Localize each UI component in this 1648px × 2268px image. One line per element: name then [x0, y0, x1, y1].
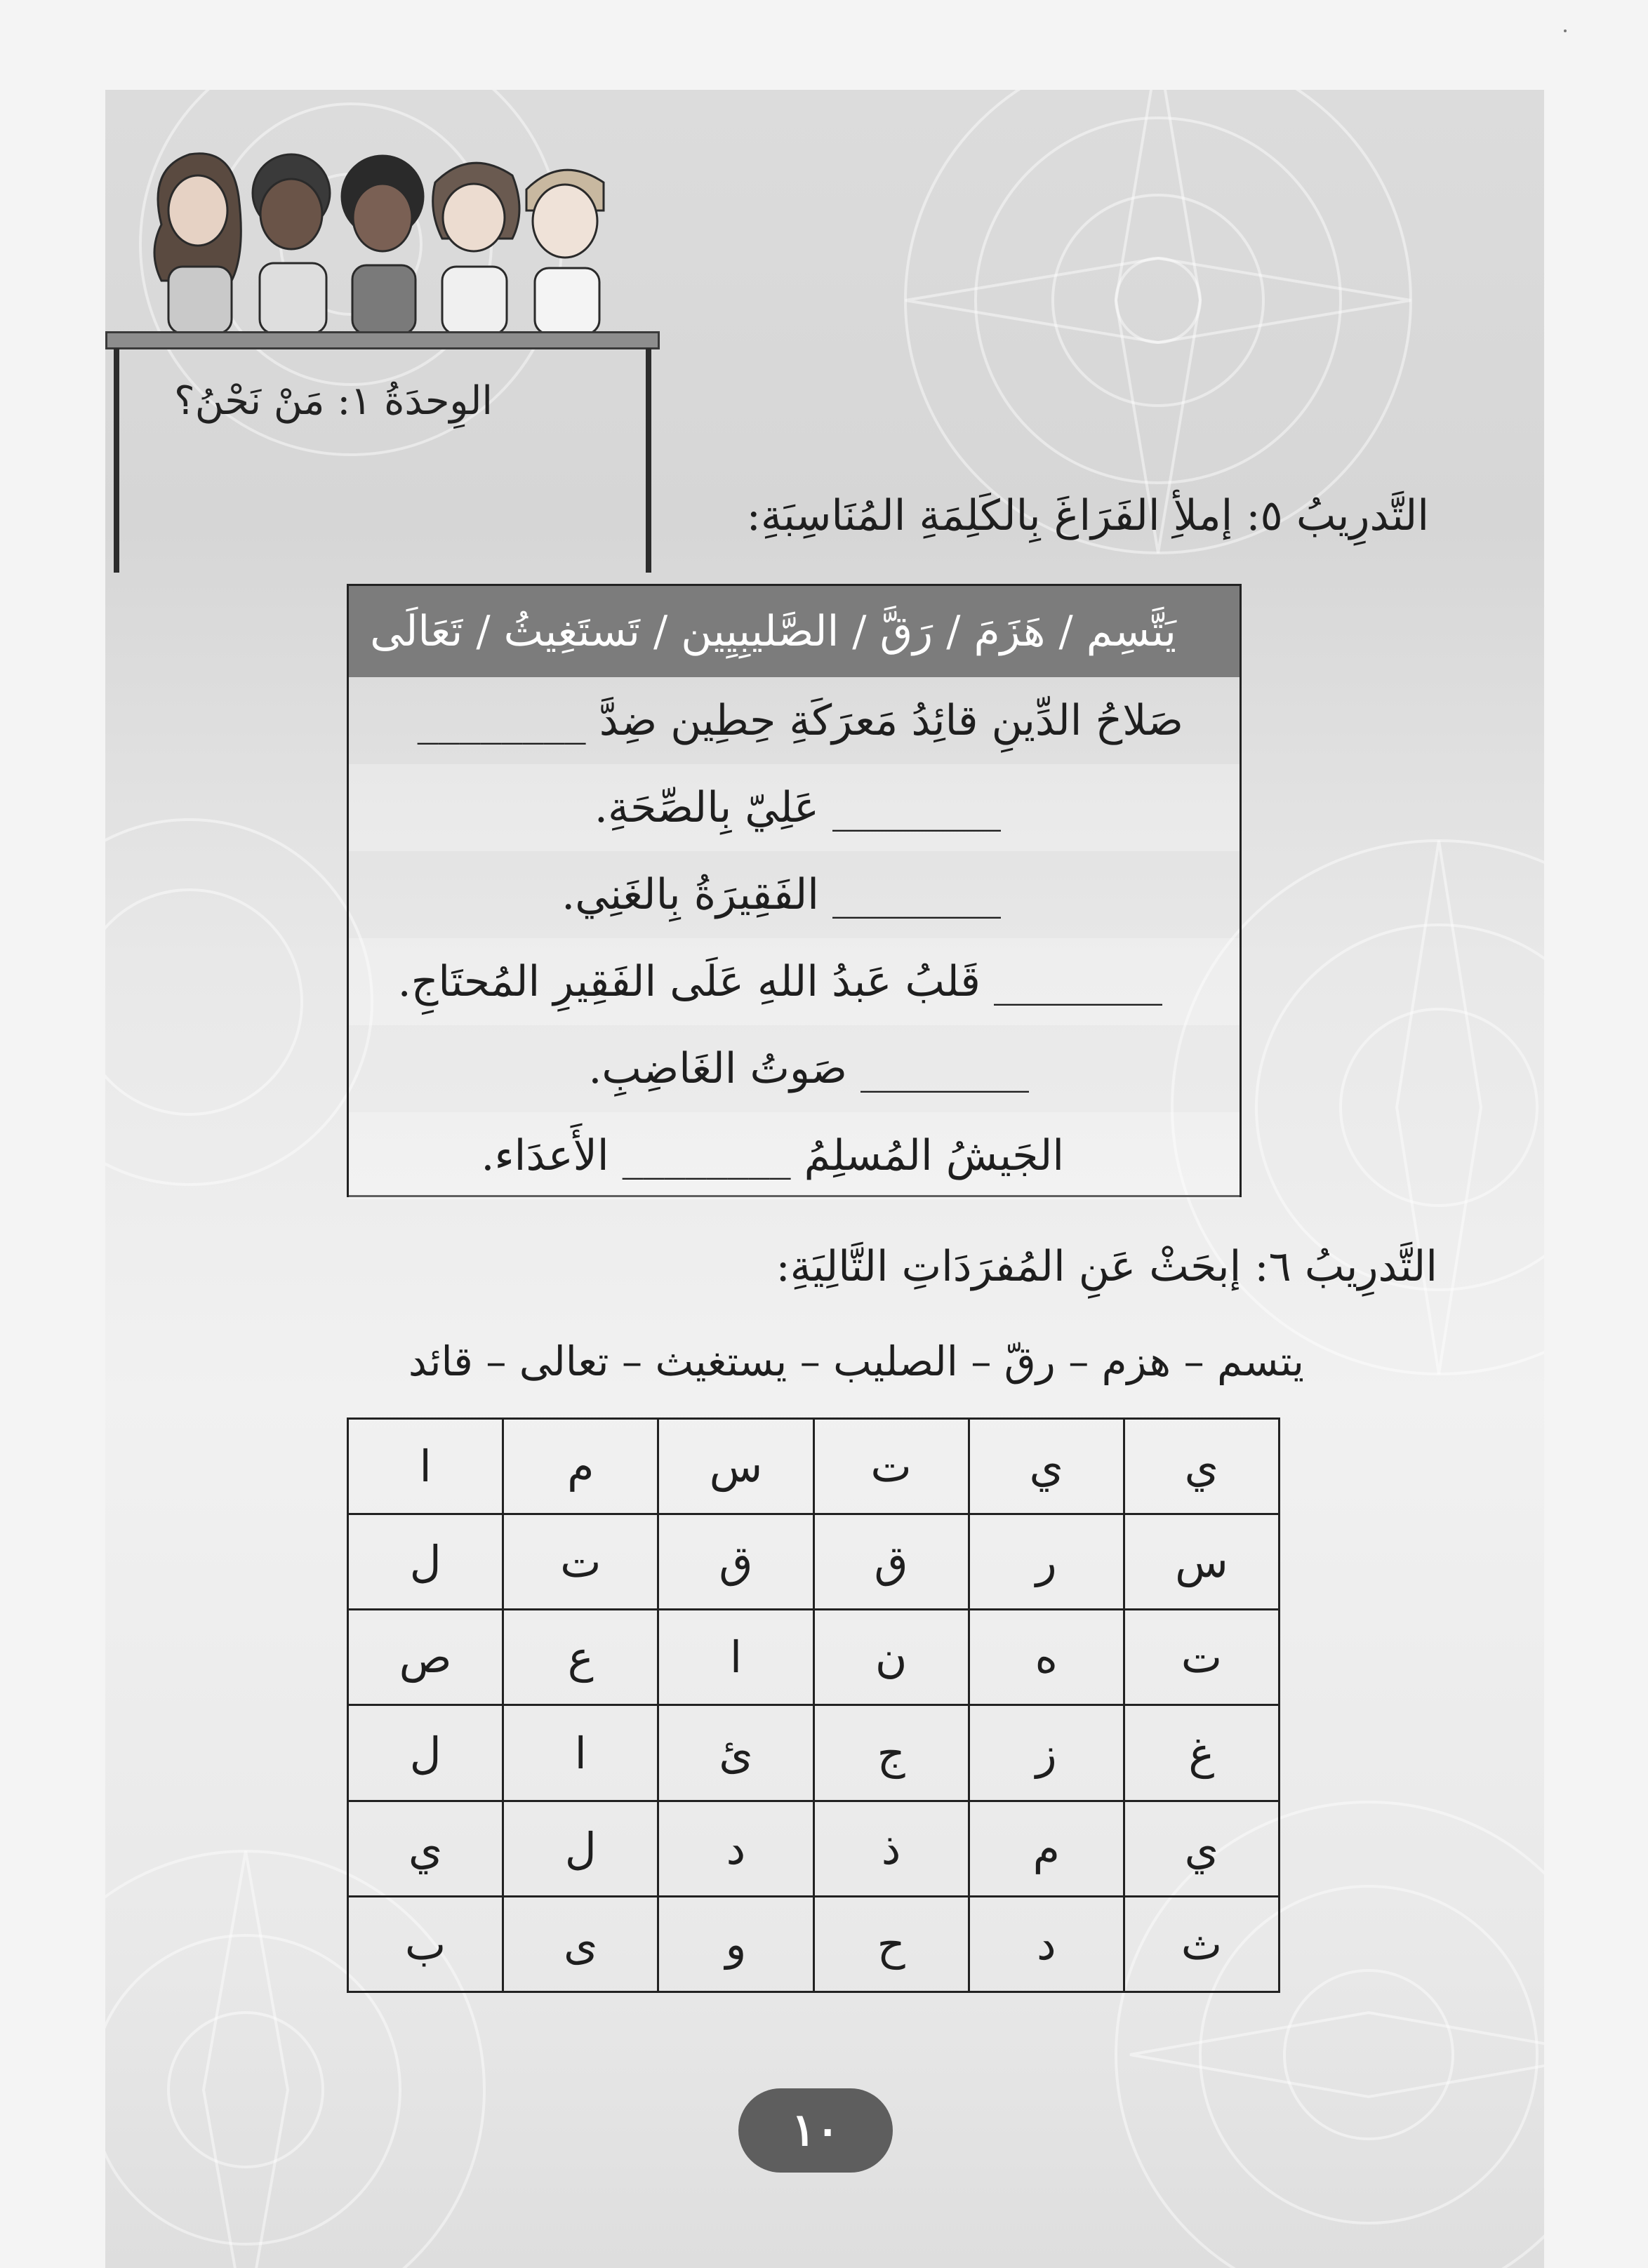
grid-cell[interactable]: ى	[503, 1896, 658, 1992]
grid-cell[interactable]: ا	[348, 1419, 503, 1514]
grid-cell[interactable]: ت	[503, 1514, 658, 1610]
sentence-row[interactable]: ________ عَلِيّ بِالصِّحَةِ.	[349, 764, 1240, 851]
word-search-grid	[347, 1418, 1280, 1993]
grid-cell[interactable]: ث	[1124, 1896, 1279, 1992]
exercise-5-title: التَّدرِيبُ ٥: إملأِ الفَرَاغَ بِالكَلِمَةِ المُنَاسِبَةِ:	[746, 491, 1429, 540]
grid-cell[interactable]: ج	[813, 1705, 969, 1801]
grid-row	[348, 1896, 1280, 1992]
fill-in-table	[347, 584, 1242, 1197]
sentence-row[interactable]: ________ صَوتُ الغَاضِبِ.	[588, 1044, 1029, 1093]
grid-cell[interactable]: د	[658, 1801, 813, 1896]
corner-dot	[1564, 29, 1567, 32]
grid-cell[interactable]: ق	[658, 1514, 813, 1610]
grid-cell[interactable]: ص	[348, 1610, 503, 1705]
grid-cell[interactable]: ا	[503, 1705, 658, 1801]
word-bank: يَتَّسِم / هَزَمَ / رَقَّ / الصَّليبِيِين / تَستَغِيثُ / تَعَالَى	[349, 586, 1240, 677]
grid-cell[interactable]: ب	[348, 1896, 503, 1992]
grid-cell[interactable]: ي	[1124, 1801, 1279, 1896]
desk-leg-right	[646, 348, 651, 573]
grid-cell[interactable]: ي	[348, 1801, 503, 1896]
grid-cell[interactable]: ئ	[658, 1705, 813, 1801]
sentence-row[interactable]: ________ قَلبُ عَبدُ اللهِ عَلَى الفَقِيرِ المُحتَاجِ.	[349, 938, 1240, 1025]
page-number: ١٠	[738, 2088, 893, 2173]
grid-cell[interactable]: و	[658, 1896, 813, 1992]
grid-row	[348, 1610, 1280, 1705]
grid-cell[interactable]: ا	[658, 1610, 813, 1705]
sentence-row[interactable]: الجَيشُ المُسلِمُ ________ الأَعدَاء.	[349, 1112, 1240, 1199]
sentence-row[interactable]: ________ الفَقِيرَةُ بِالغَنِي.	[561, 870, 1001, 919]
grid-row	[348, 1419, 1280, 1514]
grid-cell[interactable]: ن	[813, 1610, 969, 1705]
grid-cell[interactable]: د	[969, 1896, 1124, 1992]
grid-cell[interactable]: ت	[1124, 1610, 1279, 1705]
grid-cell[interactable]: ز	[969, 1705, 1124, 1801]
grid-row	[348, 1514, 1280, 1610]
word-list: يتسم – هزم – رقّ – الصليب – يستغيث – تعالى – قائد	[408, 1338, 1304, 1385]
sentence-row[interactable]: صَلاحُ الدِّينِ قائِدُ مَعرَكَةِ حِطِين ضِدَّ ________	[417, 696, 1183, 745]
grid-row	[348, 1705, 1280, 1801]
grid-cell[interactable]: س	[658, 1419, 813, 1514]
grid-cell[interactable]: م	[969, 1801, 1124, 1896]
grid-cell[interactable]: ق	[813, 1514, 969, 1610]
unit-title: الوِحدَةُ ١: مَنْ نَحْنُ؟	[174, 378, 493, 424]
grid-cell[interactable]: ه	[969, 1610, 1124, 1705]
grid-cell[interactable]: س	[1124, 1514, 1279, 1610]
grid-cell[interactable]: ع	[503, 1610, 658, 1705]
grid-cell[interactable]: م	[503, 1419, 658, 1514]
grid-cell[interactable]: ذ	[813, 1801, 969, 1896]
grid-cell[interactable]: غ	[1124, 1705, 1279, 1801]
desk-top	[105, 331, 660, 349]
grid-cell[interactable]: ح	[813, 1896, 969, 1992]
grid-cell[interactable]: ي	[969, 1419, 1124, 1514]
grid-cell[interactable]: ر	[969, 1514, 1124, 1610]
grid-cell[interactable]: ل	[503, 1801, 658, 1896]
children-illustration	[133, 140, 667, 337]
grid-cell[interactable]: ل	[348, 1514, 503, 1610]
grid-cell[interactable]: ي	[1124, 1419, 1279, 1514]
grid-cell[interactable]: ت	[813, 1419, 969, 1514]
exercise-6-title: التَّدرِيبُ ٦: إبحَثْ عَنِ المُفرَدَاتِ التَّالِيَةِ:	[776, 1242, 1437, 1291]
grid-cell[interactable]: ل	[348, 1705, 503, 1801]
grid-row	[348, 1801, 1280, 1896]
